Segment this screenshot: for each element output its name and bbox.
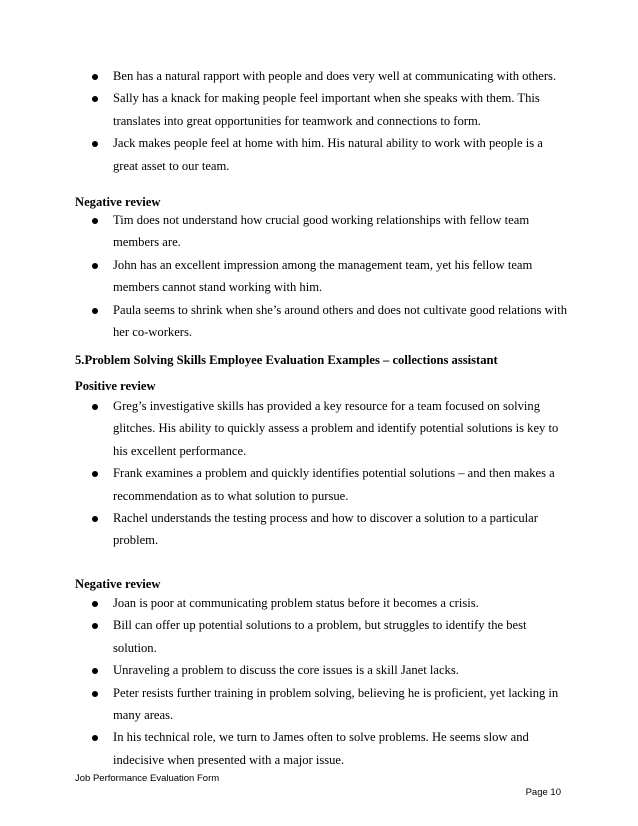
bullet-icon xyxy=(92,218,98,224)
page-number: Page 10 xyxy=(525,787,561,798)
list-item: Tim does not understand how crucial good working relationships with fellow team members are. xyxy=(0,209,638,254)
bullet-icon xyxy=(92,96,98,102)
bullet-icon xyxy=(92,263,98,269)
negative-review-heading: Negative review xyxy=(75,195,161,209)
bullet-icon xyxy=(92,308,98,314)
list-item: Sally has a knack for making people feel important when she speaks with them. This translates into great opportunities for teamwork and connections to form. xyxy=(0,87,638,132)
list-item: Greg’s investigative skills has provided a key resource for a team focused on solving glitches. His ability to quickly assess a problem and identify potential solutions is key to his excellent performance. xyxy=(0,395,638,462)
list-item: Unraveling a problem to discuss the core issues is a skill Janet lacks. xyxy=(0,659,638,681)
bullet-icon xyxy=(92,516,98,522)
footer-document-title: Job Performance Evaluation Form xyxy=(75,773,220,784)
positive-review-list-section5 xyxy=(0,395,638,552)
bullet-icon xyxy=(92,141,98,147)
list-item: Peter resists further training in problem solving, believing he is proficient, yet lacking in many areas. xyxy=(0,682,638,727)
bullet-icon xyxy=(92,691,98,697)
list-item: Frank examines a problem and quickly identifies potential solutions – and then makes a recommendation as to what solution to pursue. xyxy=(0,462,638,507)
list-item: Jack makes people feel at home with him. His natural ability to work with people is a great asset to our team. xyxy=(0,132,638,177)
bullet-icon xyxy=(92,623,98,629)
section-title: 5.Problem Solving Skills Employee Evaluation Examples – collections assistant xyxy=(75,353,498,367)
negative-review-list-section4 xyxy=(0,209,638,343)
negative-review-heading: Negative review xyxy=(75,577,161,591)
bullet-icon xyxy=(92,74,98,80)
list-item: Joan is poor at communicating problem status before it becomes a crisis. xyxy=(0,592,638,614)
bullet-icon xyxy=(92,471,98,477)
bullet-icon xyxy=(92,404,98,410)
bullet-icon xyxy=(92,601,98,607)
list-item: In his technical role, we turn to James often to solve problems. He seems slow and indecisive when presented with a major issue. xyxy=(0,726,638,771)
list-item: Bill can offer up potential solutions to a problem, but struggles to identify the best solution. xyxy=(0,614,638,659)
positive-review-heading: Positive review xyxy=(75,379,156,393)
list-item: Ben has a natural rapport with people and does very well at communicating with others. xyxy=(0,65,638,87)
bullet-icon xyxy=(92,668,98,674)
list-item: John has an excellent impression among the management team, yet his fellow team members cannot stand working with him. xyxy=(0,254,638,299)
list-item: Paula seems to shrink when she’s around others and does not cultivate good relations with her co-workers. xyxy=(0,299,638,344)
negative-review-list-section5 xyxy=(0,592,638,771)
positive-review-list-section4 xyxy=(0,65,638,177)
bullet-icon xyxy=(92,735,98,741)
list-item: Rachel understands the testing process and how to discover a solution to a particular problem. xyxy=(0,507,638,552)
